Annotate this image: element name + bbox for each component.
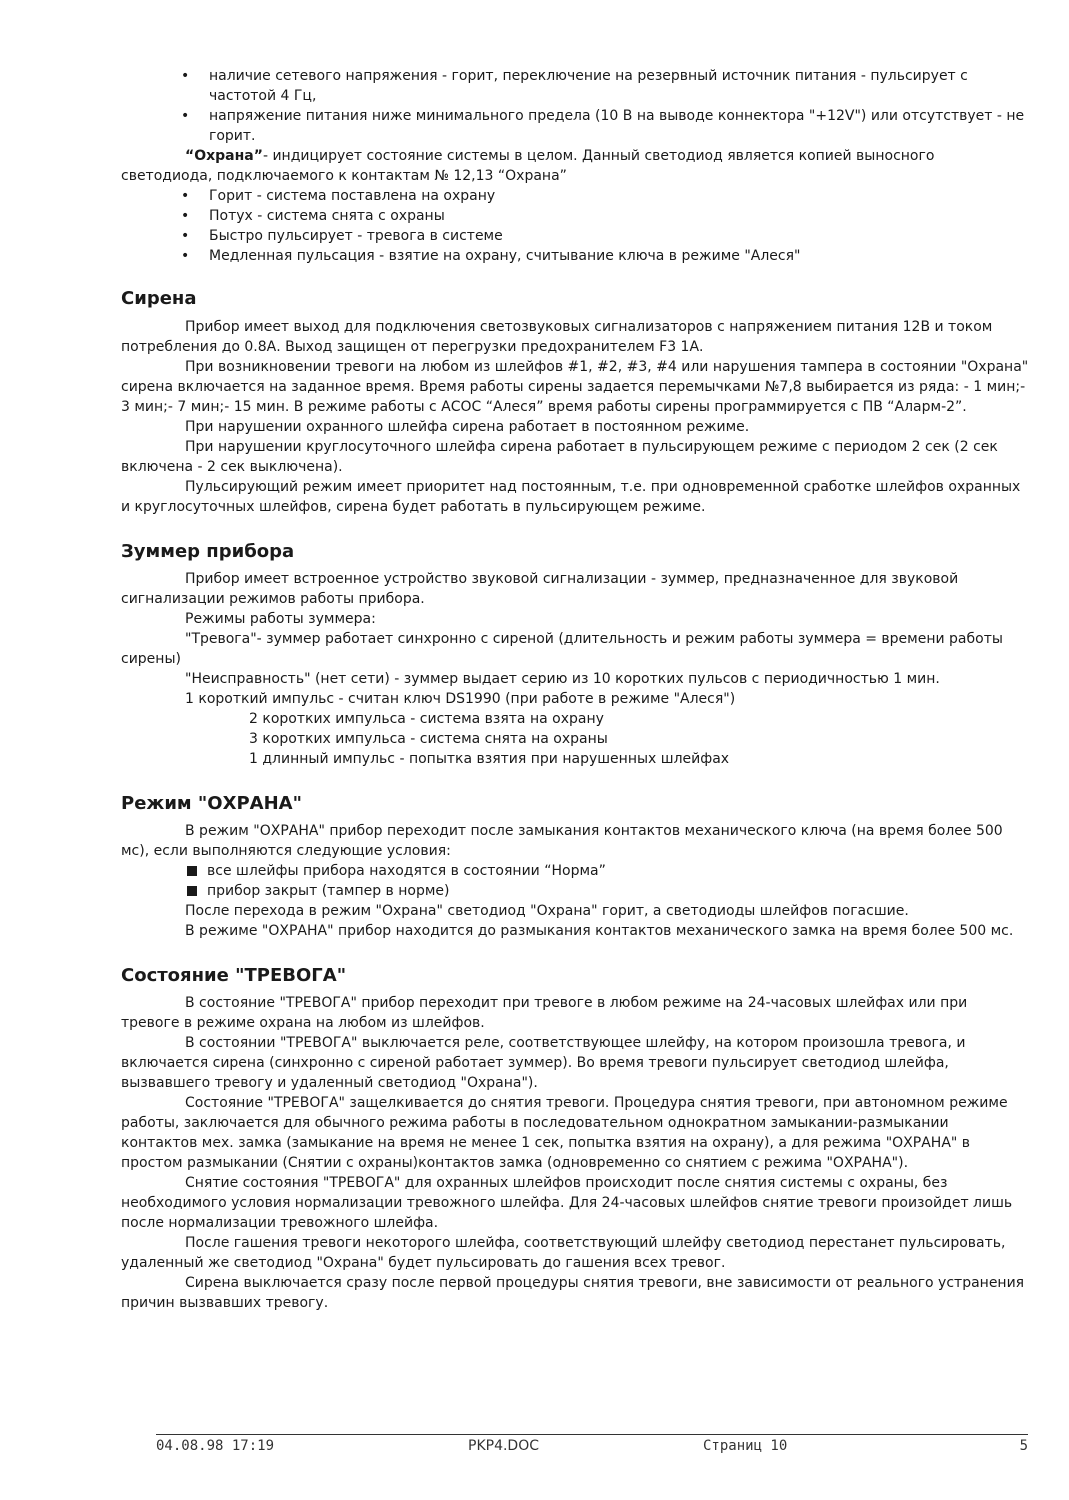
paragraph: Сирена выключается сразу после первой процедуры снятия тревоги, вне зависимости от реального устранения причин вызвавших тревогу. (121, 1275, 1025, 1311)
footer-datetime: 04.08.98 17:19 (156, 1438, 275, 1454)
section-title-guard-mode: Режим "ОХРАНА" (121, 793, 302, 814)
buzzer-signal-item: 3 коротких импульса - система снята на охраны (249, 731, 608, 747)
okhrana-led-label: “Охрана” (185, 148, 263, 164)
paragraph: При возникновении тревоги на любом из шлейфов #1, #2, #3, #4 или нарушения тампера в состоянии "Охрана" сирена включается на заданное время. Время работы сирены задается перемычками №7,8 выбирается из ряда: - 1 мин;- 3 мин;- 7 мин;- 15 мин. В режиме работы с АСОС “Алеся” время работы сирены программируется с ПВ “Аларм-2”. (121, 359, 1029, 415)
section-title-siren: Сирена (121, 288, 197, 309)
paragraph: В режим "ОХРАНА" прибор переходит после замыкания контактов механического ключа (на время более 500 мс), если выполняются следующие условия: (121, 823, 1003, 859)
page-content (121, 66, 1029, 1313)
paragraph: Режимы работы зуммера: (185, 611, 376, 627)
okhrana-led-list (121, 186, 1029, 266)
list-item: • напряжение питания ниже минимального предела (10 В на выводе коннектора "+12V") или отсутствует - не горит. (181, 106, 1029, 146)
section-title-alarm-state: Состояние "ТРЕВОГА" (121, 965, 347, 986)
list-item: • Быстро пульсирует - тревога в системе (181, 226, 1029, 246)
paragraph: 1 короткий импульс - считан ключ DS1990 (при работе в режиме "Алеся") (185, 691, 736, 707)
paragraph: В состоянии "ТРЕВОГА" выключается реле, соответствующее шлейфу, на котором произошла тревога, и включается сирена (синхронно с сиреной работает зуммер). Во время тревоги пульсирует светодиод шлейфа, вызвавшего тревогу и удаленный светодиод "Охрана"). (121, 1035, 966, 1091)
okhrana-led-text: - индицирует состояние системы в целом. Данный светодиод является копией выносного светодиода, подключаемого к контактам № 12,13 “Охрана” (121, 148, 935, 184)
buzzer-signal-item: 1 длинный импульс - попытка взятия при нарушенных шлейфах (249, 751, 730, 767)
paragraph: Пульсирующий режим имеет приоритет над постоянным, т.е. при одновременной сработке шлейфов охранных и круглосуточных шлейфов, сирена будет работать в пульсирующем режиме. (121, 479, 1021, 515)
power-led-list (121, 66, 1029, 146)
list-item: • Медленная пульсация - взятие на охрану, считывание ключа в режиме "Алеся" (181, 246, 1029, 266)
footer-page-count: Страниц 10 (703, 1438, 788, 1454)
buzzer-signal-item: 2 коротких импульса - система взята на охрану (249, 711, 604, 727)
paragraph: В состояние "ТРЕВОГА" прибор переходит при тревоге в любом режиме на 24-часовых шлейфах или при тревоге в режиме охрана на любом из шлейфов. (121, 995, 968, 1031)
section-title-buzzer: Зуммер прибора (121, 541, 295, 562)
paragraph: "Тревога"- зуммер работает синхронно с сиреной (длительность и режим работы зуммера = времени работы сирены) (121, 631, 1003, 667)
list-item: прибор закрыт (тампер в норме) (185, 881, 1029, 901)
paragraph: "Неисправность" (нет сети) - зуммер выдает серию из 10 коротких пульсов с периодичностью 1 мин. (185, 671, 940, 687)
paragraph: Состояние "ТРЕВОГА" защелкивается до снятия тревоги. Процедура снятия тревоги, при автономном режиме работы, заключается для обычного режима работы в последовательном однократном замыкании-размыкании контактов мех. замка (замыкание на время не менее 1 сек, попытка взятия на охрану), а для режима "ОХРАНА" в простом размыкании (Снятии с охраны)контактов замка (одновременно со снятием с режима "ОХРАНА"). (121, 1095, 1008, 1171)
paragraph: Прибор имеет выход для подключения светозвуковых сигнализаторов с напряжением питания 12В и током потребления до 0.8А. Выход защищен от перегрузки предохранителем F3 1А. (121, 319, 993, 355)
paragraph: После перехода в режим "Охрана" светодиод "Охрана" горит, а светодиоды шлейфов погасшие. (185, 903, 909, 919)
guard-conditions-list (121, 861, 1029, 901)
paragraph: После гашения тревоги некоторого шлейфа, соответствующий шлейфу светодиод перестанет пульсировать, удаленный же светодиод "Охрана" будет пульсировать до гашения всех тревог. (121, 1235, 1006, 1271)
paragraph: Снятие состояния "ТРЕВОГА" для охранных шлейфов происходит после снятия системы с охраны, без необходимого условия нормализации тревожного шлейфа. Для 24-часовых шлейфов снятие тревоги произойдет лишь после нормализации тревожного шлейфа. (121, 1175, 1013, 1231)
list-item: все шлейфы прибора находятся в состоянии “Норма” (185, 861, 1029, 881)
paragraph: Прибор имеет встроенное устройство звуковой сигнализации - зуммер, предназначенное для звуковой сигнализации режимов работы прибора. (121, 571, 959, 607)
paragraph: При нарушении круглосуточного шлейфа сирена работает в пульсирующем режиме с периодом 2 сек (2 сек включена - 2 сек выключена). (121, 439, 998, 475)
list-item: • Потух - система снята с охраны (181, 206, 1029, 226)
paragraph: При нарушении охранного шлейфа сирена работает в постоянном режиме. (185, 419, 750, 435)
paragraph: В режиме "ОХРАНА" прибор находится до размыкания контактов механического замка на время более 500 мс. (185, 923, 1014, 939)
list-item: • Горит - система поставлена на охрану (181, 186, 1029, 206)
footer-filename: PKP4.DOC (468, 1438, 539, 1454)
list-item: • наличие сетевого напряжения - горит, переключение на резервный источник питания - пульсирует с частотой 4 Гц, (181, 66, 1029, 106)
page-footer (156, 1434, 1028, 1459)
okhrana-led-paragraph (121, 146, 1029, 186)
footer-page-number: 5 (1019, 1438, 1028, 1454)
